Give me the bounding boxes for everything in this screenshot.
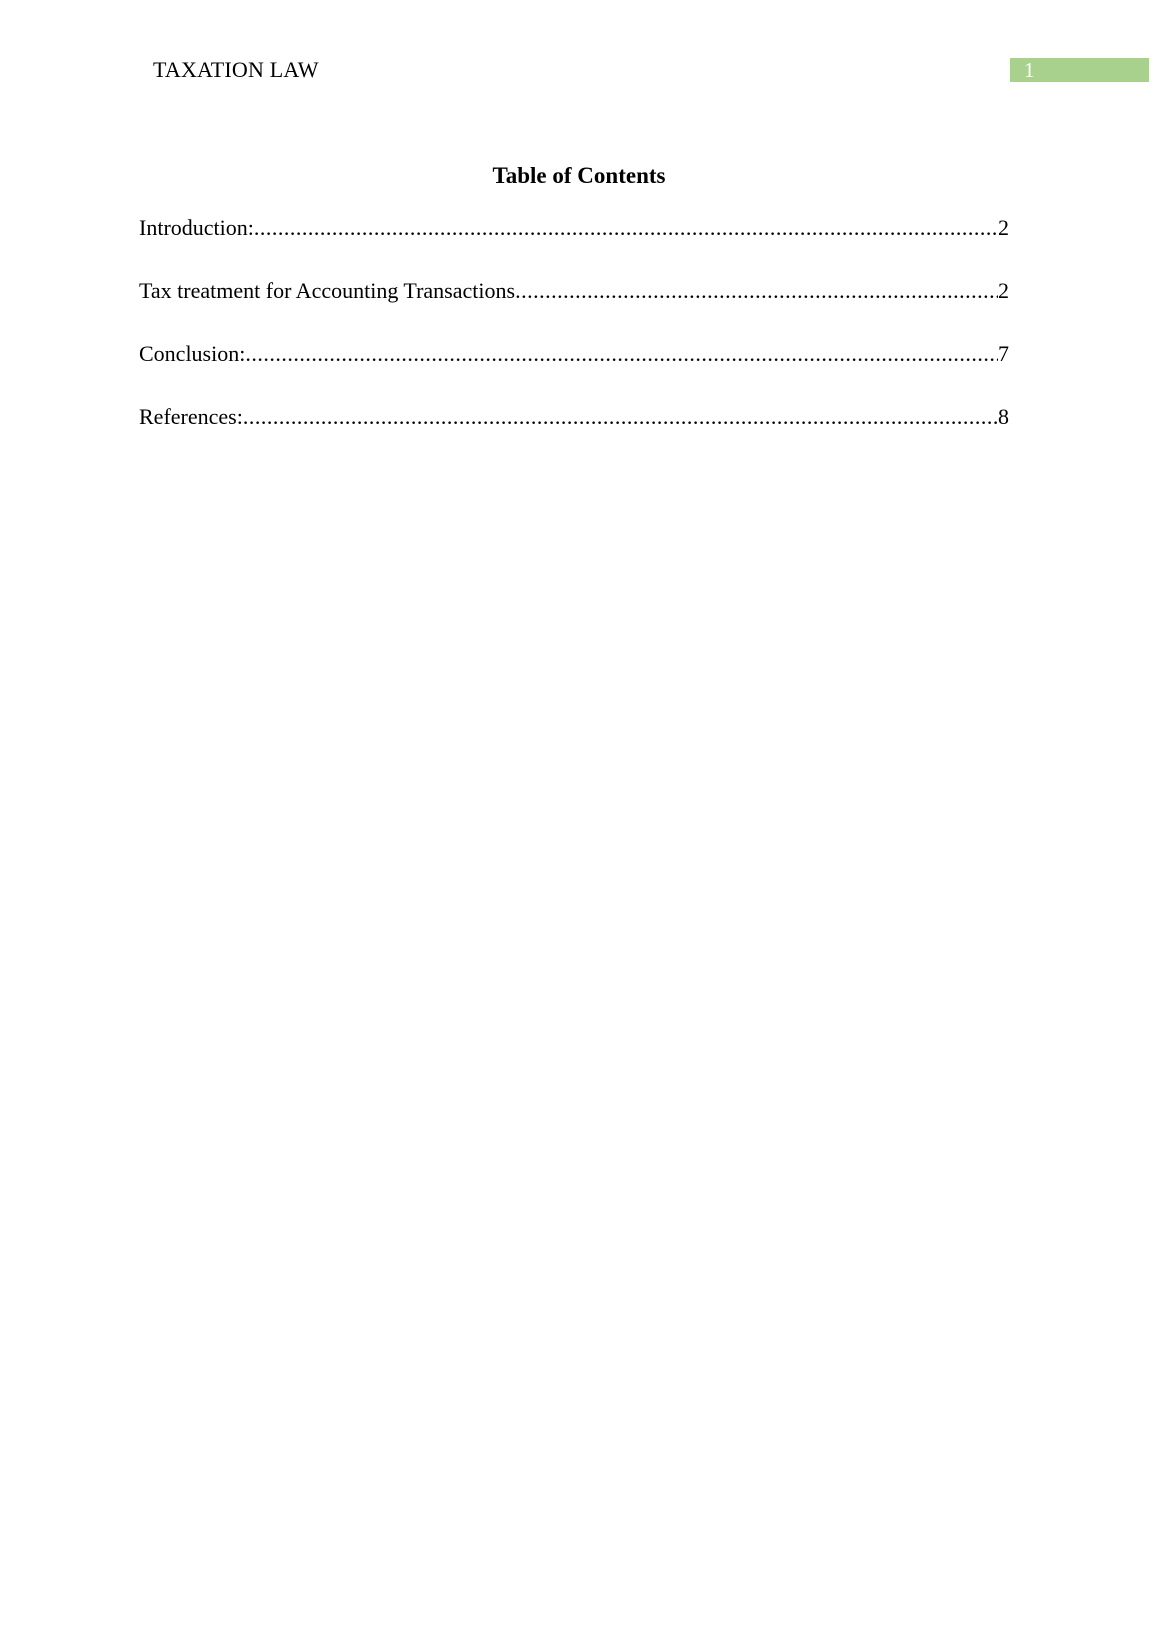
toc-entry-label: Introduction:	[139, 215, 254, 240]
toc-entry-page: 2	[998, 278, 1009, 303]
toc-leader-dots	[245, 339, 998, 369]
page-number: 1	[1024, 58, 1035, 82]
toc-entry-label: Tax treatment for Accounting Transactions	[139, 278, 516, 303]
toc-entry-page: 2	[998, 215, 1009, 240]
toc-leader-dots	[515, 276, 998, 306]
toc-entry-tax-treatment[interactable]	[139, 276, 1009, 339]
toc-entry-references[interactable]	[139, 402, 1009, 465]
page-number-badge	[1010, 58, 1149, 82]
toc-heading: Table of Contents	[492, 163, 666, 188]
toc-list	[139, 213, 1009, 465]
toc-entry-page: 7	[998, 341, 1009, 366]
toc-entry-label: Conclusion:	[139, 341, 246, 366]
toc-entry-conclusion[interactable]	[139, 339, 1009, 402]
toc-leader-dots	[254, 213, 998, 243]
header-title: TAXATION LAW	[153, 57, 319, 82]
toc-entry-page: 8	[998, 404, 1009, 429]
toc-entry-label: References:	[139, 404, 243, 429]
toc-leader-dots	[243, 402, 998, 432]
toc-entry-introduction[interactable]	[139, 213, 1009, 276]
